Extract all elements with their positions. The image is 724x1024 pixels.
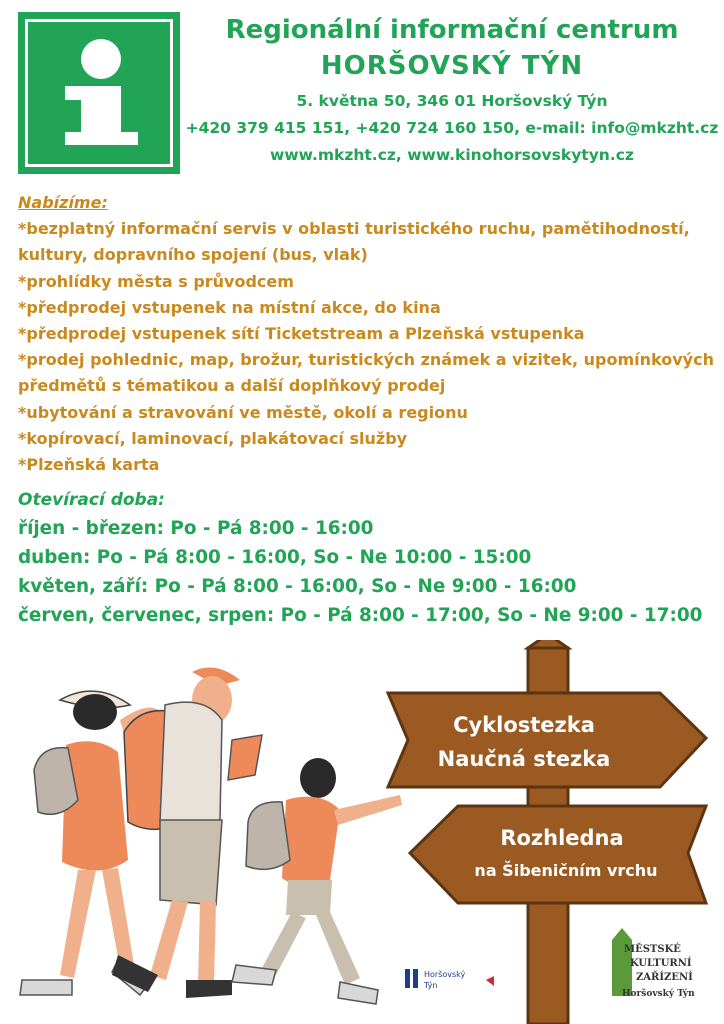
hours-row: květen, září: Po - Pá 8:00 - 16:00, So - Ne 9:00 - 16:00 [18,576,577,597]
sign-bottom-line1: Rozhledna [500,826,624,850]
offer-item: *Plzeňská karta [18,455,160,475]
town-logo-line2: Týn [424,981,438,990]
offer-item: *prodej pohlednic, map, brožur, turistických známek a vizitek, upomínkových předmětů s tématikou a další doplňkový prodej [18,350,714,396]
header-contact: +420 379 415 151, +420 724 160 150, e-mail: info@mkzht.cz [185,119,719,137]
town-logo-icon [405,969,410,988]
header-web: www.mkzht.cz, www.kinohorsovskytyn.cz [270,146,634,164]
hours-row: duben: Po - Pá 8:00 - 16:00, So - Ne 10:00 - 15:00 [18,547,532,568]
hikers-illustration [0,640,724,1024]
boy-hiker [232,758,402,1004]
offer-item: *bezplatný informační servis v oblasti turistického ruchu, pamětihodností, kultury, dopravního spojení (bus, vlak) [18,219,690,265]
sign-left-arrow [410,806,706,903]
offer-item: *ubytování a stravování ve městě, okolí a regionu [18,402,468,422]
offer-item: *kopírovací, laminovací, plakátovací služby [18,428,408,448]
sign-bottom-line2: na Šibeničním vrchu [474,861,658,880]
hours-row: červen, červenec, srpen: Po - Pá 8:00 - 17:00, So - Ne 9:00 - 17:00 [18,605,703,626]
header-address: 5. května 50, 346 01 Horšovský Týn [296,92,608,110]
info-logo [18,12,180,174]
header [185,12,719,169]
mkz-logo [612,928,695,999]
mkz-line1: MĚSTSKÉ [624,944,681,955]
offer-title: Nabízíme: [18,193,108,212]
header-name: HORŠOVSKÝ TÝN [320,51,584,81]
header-title: Regionální informační centrum [225,15,679,45]
town-logo-line1: Horšovský [424,970,466,979]
offer-item: *předprodej vstupenek na místní akce, do kina [18,297,441,317]
mkz-line4: Horšovský Týn [622,989,695,999]
hours-title: Otevírací doba: [18,490,165,510]
hours-section [18,486,718,630]
mkz-line3: ZAŘÍZENÍ [636,972,693,983]
sign-top-line2: Naučná stezka [437,747,611,771]
sign-right-arrow [388,693,706,787]
offer-item: *prohlídky města s průvodcem [18,271,294,291]
town-logo [405,969,494,990]
sign-top-line1: Cyklostezka [453,713,595,737]
tower-icon [612,928,632,996]
offer-section [18,190,718,478]
hours-row: říjen - březen: Po - Pá 8:00 - 16:00 [18,518,374,539]
info-icon [25,19,173,167]
mkz-line2: KULTURNÍ [630,958,692,969]
offer-item: *předprodej vstupenek sítí Ticketstream a Plzeňská vstupenka [18,324,585,344]
